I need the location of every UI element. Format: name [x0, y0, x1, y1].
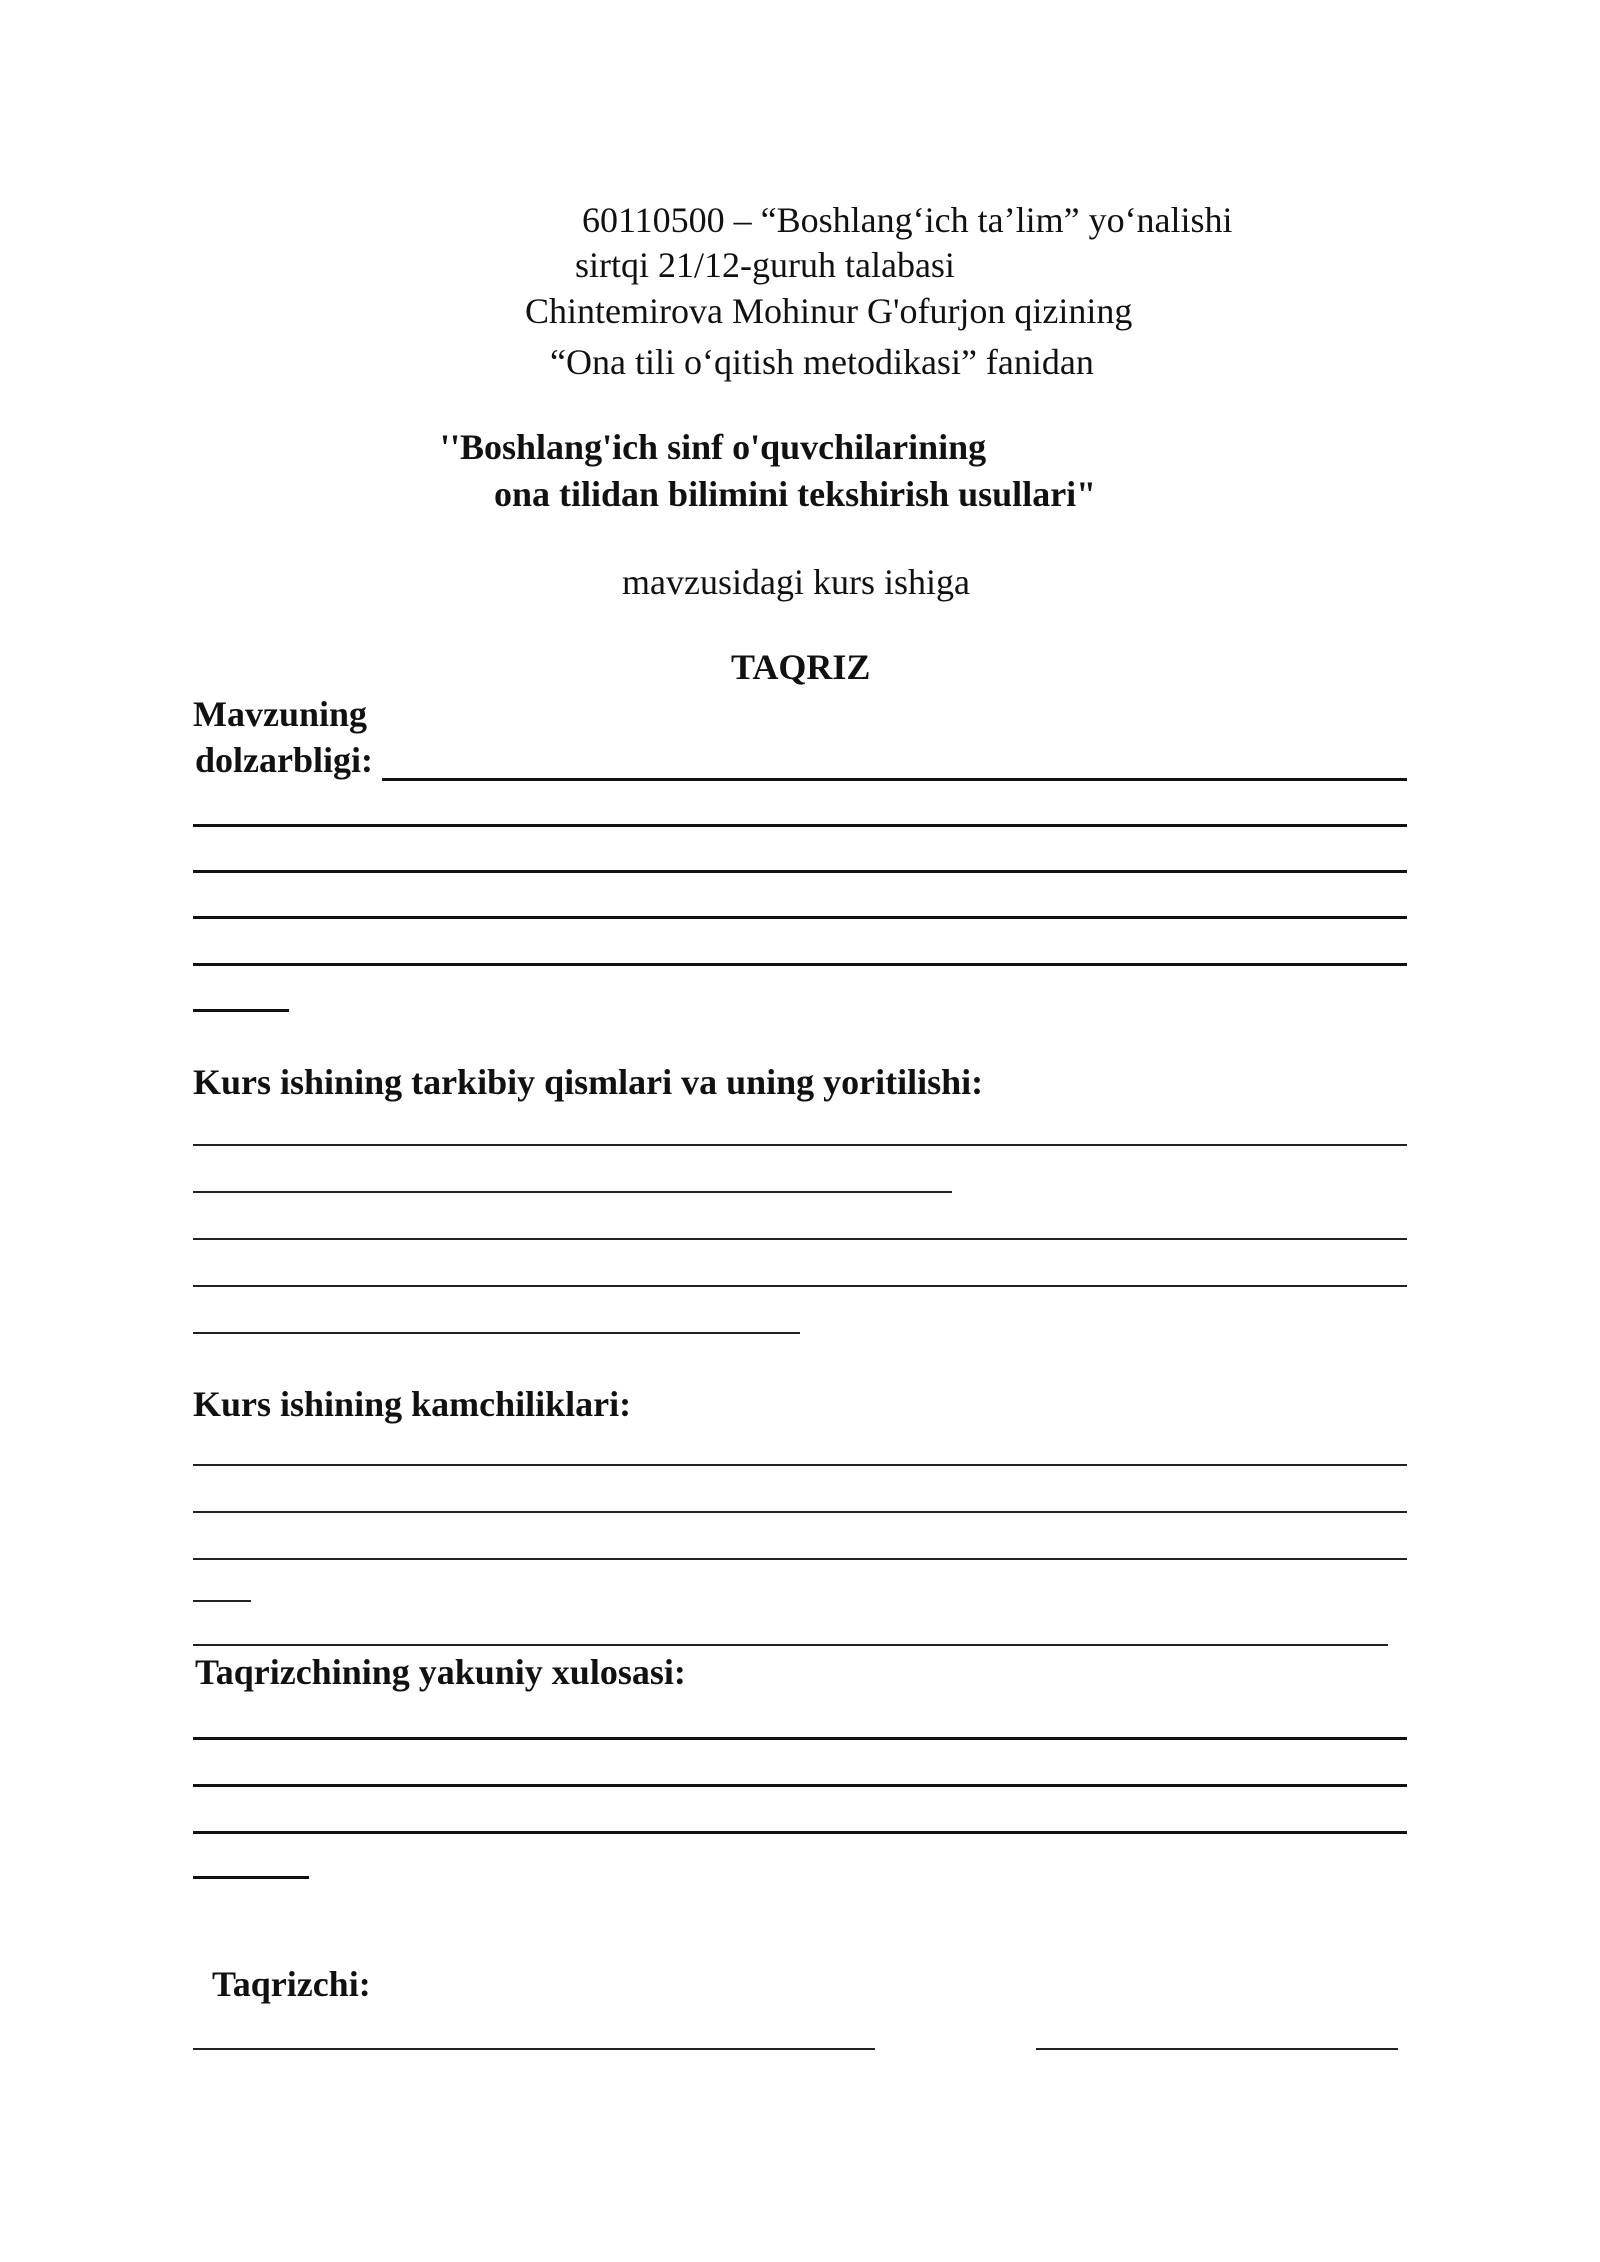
relevance-label-1: Mavzuning [193, 694, 368, 734]
subject-line: “Ona tili o‘qitish metodikasi” fanidan [550, 342, 1094, 382]
reviewer-label: Taqrizchi: [212, 1964, 371, 2004]
shortcomings-answer-line[interactable] [193, 1511, 1407, 1513]
structure-answer-line[interactable] [193, 1285, 1407, 1287]
structure-answer-line[interactable] [193, 1144, 1407, 1146]
conclusion-answer-line[interactable] [193, 1784, 1407, 1787]
shortcomings-answer-line[interactable] [193, 1644, 1388, 1646]
topic-line-1: ''Boshlang'ich sinf o'quvchilarining [440, 427, 987, 467]
reviewer-name-line[interactable] [193, 2048, 875, 2050]
structure-label: Kurs ishining tarkibiy qismlari va uning yoritilishi: [193, 1062, 984, 1102]
shortcomings-answer-line[interactable] [193, 1464, 1407, 1466]
relevance-label-2: dolzarbligi: [195, 740, 373, 780]
relevance-answer-line[interactable] [382, 778, 1407, 781]
conclusion-label: Taqrizchining yakuniy xulosasi: [195, 1652, 686, 1692]
shortcomings-answer-line[interactable] [193, 1600, 251, 1602]
program-line: 60110500 – “Boshlang‘ich ta’lim” yo‘nalishi [582, 200, 1233, 240]
shortcomings-answer-line[interactable] [193, 1558, 1407, 1560]
shortcomings-label: Kurs ishining kamchiliklari: [193, 1384, 632, 1424]
topic-line-2: ona tilidan bilimini tekshirish usullari" [494, 474, 1097, 514]
document-title: TAQRIZ [731, 647, 871, 687]
relevance-answer-line[interactable] [193, 870, 1407, 873]
group-line: sirtqi 21/12-guruh talabasi [575, 245, 955, 285]
relevance-answer-line[interactable] [193, 963, 1407, 966]
relevance-answer-line[interactable] [193, 1009, 289, 1012]
structure-answer-line[interactable] [193, 1191, 952, 1193]
conclusion-answer-line[interactable] [193, 1737, 1407, 1740]
relevance-answer-line[interactable] [193, 824, 1407, 827]
structure-answer-line[interactable] [193, 1332, 800, 1334]
conclusion-answer-line[interactable] [193, 1876, 309, 1879]
structure-answer-line[interactable] [193, 1238, 1407, 1240]
student-name-line: Chintemirova Mohinur G'ofurjon qizining [525, 291, 1133, 331]
subtitle: mavzusidagi kurs ishiga [622, 562, 970, 602]
reviewer-signature-line[interactable] [1036, 2048, 1398, 2050]
conclusion-answer-line[interactable] [193, 1831, 1407, 1834]
relevance-answer-line[interactable] [193, 916, 1407, 919]
